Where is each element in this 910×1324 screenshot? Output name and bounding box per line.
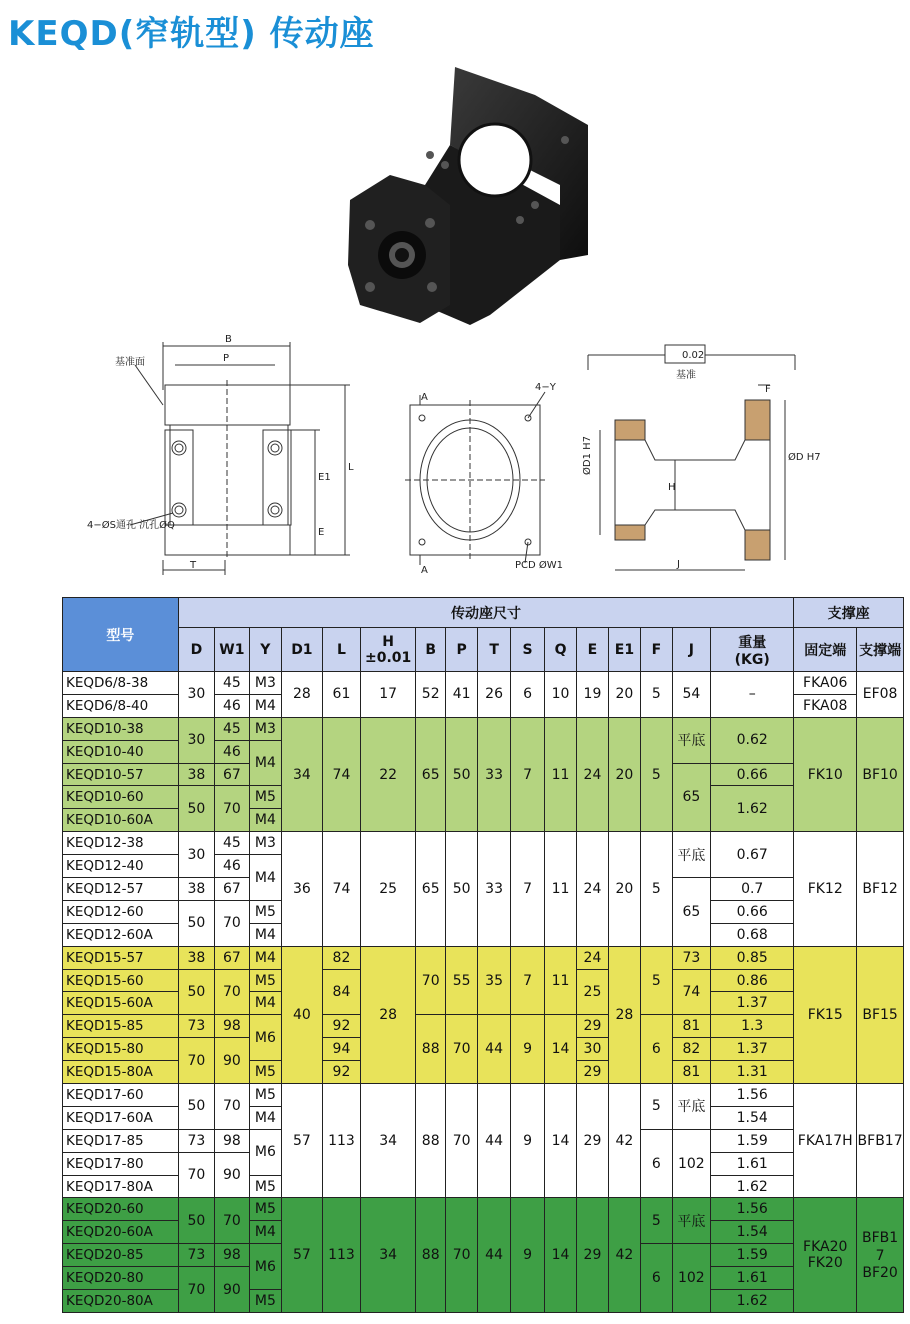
cell-Y: M5 [249,1175,281,1198]
cell-T: 44 [477,1084,510,1198]
cell-J: 平底 [672,1084,711,1130]
cell-fixed-2: FK20 [807,1255,843,1272]
cell-W1: 67 [215,946,249,969]
cell-model: KEQD15-60A [63,992,179,1015]
cell-supp [857,1198,904,1312]
cell-weight: 1.31 [711,1061,794,1084]
cell-W1: 70 [215,1084,249,1130]
cell-J: 65 [672,763,711,832]
cell-Y: M5 [249,1290,281,1313]
cell-W1: 98 [215,1015,249,1038]
cell-model: KEQD15-60 [63,969,179,992]
cell-model: KEQD20-80A [63,1290,179,1313]
cell-Y: M4 [249,1221,281,1244]
front-label-P: P [223,353,230,364]
cell-weight: 1.3 [711,1015,794,1038]
cell-B: 88 [416,1198,446,1312]
cell-D: 38 [178,946,215,969]
table-row [63,832,904,855]
cell-supp: BFB17 [857,1084,904,1198]
header-weight-label: 重量 [738,634,767,651]
front-label-E1: E1 [318,472,331,483]
side-label-D1: ØD1 H7 [582,436,593,475]
cell-weight: 1.59 [711,1129,794,1152]
cell-Q: 14 [544,1084,576,1198]
cell-Y: M6 [249,1129,281,1175]
header-weight-unit: (KG) [734,651,770,668]
side-label-J: J [677,559,680,570]
cell-W1: 67 [215,878,249,901]
mid-label-A-top: A [421,392,428,403]
cell-E: 24 [577,832,608,946]
cell-D: 73 [178,1015,215,1038]
cell-W1: 67 [215,763,249,786]
cell-J: 平底 [672,1198,711,1244]
table-row [63,672,904,695]
cell-model: KEQD17-80 [63,1152,179,1175]
cell-model: KEQD12-38 [63,832,179,855]
cell-weight: 0.62 [711,717,794,763]
table-row [63,1015,904,1038]
cell-supp: EF08 [857,672,904,718]
cell-weight: 0.86 [711,969,794,992]
cell-F: 6 [641,1129,672,1198]
side-label-H: H [668,482,676,493]
cell-W1: 90 [215,1267,249,1313]
cell-F: 6 [641,1015,672,1084]
cell-L: 82 [322,946,361,969]
cell-Q: 14 [544,1198,576,1312]
table-row [63,1198,904,1221]
header-Q: Q [544,628,576,672]
cell-Y: M5 [249,786,281,809]
front-label-holes: 4−ØS通孔 沉孔ØQ [87,520,175,531]
cell-D1: 57 [282,1084,323,1198]
cell-Y: M3 [249,672,281,695]
cell-D1: 36 [282,832,323,946]
cell-D1: 28 [282,672,323,718]
cell-P: 50 [446,717,477,831]
header-weight [711,628,794,672]
cell-D: 70 [178,1038,215,1084]
cell-E: 30 [577,1038,608,1061]
cell-T: 35 [477,946,510,1015]
cell-W1: 70 [215,900,249,946]
cell-P: 41 [446,672,477,718]
cell-Q: 10 [544,672,576,718]
cell-fixed-1: FKA20 [803,1239,848,1256]
cell-weight: 1.37 [711,1038,794,1061]
cell-W1: 70 [215,1198,249,1244]
cell-W1: 46 [215,855,249,878]
cell-model: KEQD12-60 [63,900,179,923]
cell-W1: 98 [215,1244,249,1267]
cell-Y: M4 [249,1106,281,1129]
cell-Y: M4 [249,855,281,901]
cell-B: 88 [416,1084,446,1198]
cell-L: 92 [322,1015,361,1038]
header-H [361,628,416,672]
front-label-ref: 基准面 [115,357,145,368]
cell-model: KEQD6/8-40 [63,694,179,717]
cell-Y: M6 [249,1244,281,1290]
cell-P: 70 [446,1084,477,1198]
cell-D: 50 [178,786,215,832]
cell-E1: 20 [608,717,640,831]
cell-T: 33 [477,832,510,946]
cell-weight: – [711,672,794,718]
front-label-T: T [190,560,197,571]
cell-F: 5 [641,1084,672,1130]
cell-fixed: FKA08 [794,694,857,717]
cell-E: 29 [577,1015,608,1038]
side-label-F: F [765,384,771,395]
cell-L: 94 [322,1038,361,1061]
cell-T: 44 [477,1015,510,1084]
cell-model: KEQD6/8-38 [63,672,179,695]
header-T: T [477,628,510,672]
cell-fixed: FK15 [794,946,857,1083]
cell-Y: M5 [249,1084,281,1107]
cell-E: 25 [577,969,608,1015]
cell-D: 30 [178,832,215,878]
cell-Q: 14 [544,1015,576,1084]
cell-L: 84 [322,969,361,1015]
cell-B: 88 [416,1015,446,1084]
header-E: E [577,628,608,672]
cell-model: KEQD12-57 [63,878,179,901]
cell-model: KEQD20-60A [63,1221,179,1244]
cell-weight: 0.7 [711,878,794,901]
cell-Y: M4 [249,946,281,969]
cell-L: 74 [322,832,361,946]
spec-table [62,597,904,1313]
cell-weight: 1.62 [711,786,794,832]
cell-H: 34 [361,1084,416,1198]
cell-S: 7 [511,832,544,946]
front-label-B: B [225,334,232,345]
cell-fixed: FK12 [794,832,857,946]
cell-supp-1: BFB17 [862,1230,899,1265]
header-L: L [322,628,361,672]
cell-D: 38 [178,878,215,901]
cell-Q: 11 [544,717,576,831]
cell-model: KEQD10-60A [63,809,179,832]
cell-weight: 0.66 [711,900,794,923]
header-support: 支撑座 [794,598,904,628]
product-photo [330,55,620,345]
cell-E: 29 [577,1084,608,1198]
cell-Y: M5 [249,969,281,992]
cell-J: 81 [672,1015,711,1038]
cell-model: KEQD17-60A [63,1106,179,1129]
cell-T: 26 [477,672,510,718]
cell-Y: M4 [249,740,281,786]
cell-fixed: FKA06 [794,672,857,695]
cell-S: 7 [511,717,544,831]
cell-weight: 1.59 [711,1244,794,1267]
cell-D1: 40 [282,946,323,1083]
cell-D: 70 [178,1152,215,1198]
cell-W1: 70 [215,786,249,832]
mid-label-Y: 4−Y [535,382,556,393]
cell-weight: 0.67 [711,832,794,878]
cell-E1: 20 [608,672,640,718]
header-supp: 支撑端 [857,628,904,672]
cell-weight: 1.56 [711,1198,794,1221]
cell-model: KEQD15-80 [63,1038,179,1061]
cell-supp-2: BF20 [862,1265,898,1282]
cell-S: 9 [511,1084,544,1198]
cell-P: 70 [446,1015,477,1084]
cell-supp: BF12 [857,832,904,946]
cell-Y: M5 [249,1198,281,1221]
cell-J: 74 [672,969,711,1015]
cell-J: 平底 [672,717,711,763]
cell-D: 50 [178,1084,215,1130]
cell-L: 92 [322,1061,361,1084]
cell-weight: 1.61 [711,1152,794,1175]
cell-W1: 45 [215,832,249,855]
cell-D1: 57 [282,1198,323,1312]
cell-Y: M6 [249,1015,281,1061]
cell-Y: M4 [249,809,281,832]
cell-F: 5 [641,946,672,1015]
cell-model: KEQD17-60 [63,1084,179,1107]
cell-P: 50 [446,832,477,946]
header-model: 型号 [63,598,179,672]
table-row [63,717,904,740]
cell-model: KEQD17-80A [63,1175,179,1198]
header-J: J [672,628,711,672]
cell-J: 73 [672,946,711,969]
cell-S: 6 [511,672,544,718]
cell-H: 22 [361,717,416,831]
header-F: F [641,628,672,672]
header-D1: D1 [282,628,323,672]
cell-D: 50 [178,1198,215,1244]
header-P: P [446,628,477,672]
cell-supp: BF15 [857,946,904,1083]
header-Y: Y [249,628,281,672]
table-row [63,1084,904,1107]
cell-Y: M5 [249,900,281,923]
cell-W1: 90 [215,1038,249,1084]
cell-E1: 28 [608,946,640,1083]
cell-S: 9 [511,1015,544,1084]
cell-Y: M3 [249,717,281,740]
cell-H: 17 [361,672,416,718]
cell-J: 102 [672,1244,711,1313]
cell-E1: 42 [608,1084,640,1198]
header-dims: 传动座尺寸 [178,598,794,628]
cell-model: KEQD20-85 [63,1244,179,1267]
side-view-drawing [580,330,821,580]
cell-D: 50 [178,900,215,946]
cell-Q: 11 [544,832,576,946]
cell-model: KEQD20-80 [63,1267,179,1290]
cell-fixed [794,1198,857,1312]
front-label-L: L [348,462,354,473]
cell-T: 44 [477,1198,510,1312]
cell-E: 19 [577,672,608,718]
cell-F: 5 [641,1198,672,1244]
cell-weight: 1.54 [711,1106,794,1129]
cell-Y: M4 [249,923,281,946]
cell-L: 113 [322,1198,361,1312]
cell-model: KEQD12-60A [63,923,179,946]
header-fixed: 固定端 [794,628,857,672]
cell-model: KEQD12-40 [63,855,179,878]
cell-model: KEQD15-85 [63,1015,179,1038]
header-W1: W1 [215,628,249,672]
cell-J: 102 [672,1129,711,1198]
cell-model: KEQD10-38 [63,717,179,740]
cell-J: 平底 [672,832,711,878]
cell-Y: M4 [249,694,281,717]
cell-model: KEQD17-85 [63,1129,179,1152]
mid-label-pcd: PCD ØW1 [515,560,564,571]
cell-model: KEQD15-57 [63,946,179,969]
cell-J: 65 [672,878,711,947]
cell-E: 24 [577,717,608,831]
side-label-D: ØD H7 [788,452,821,463]
cell-supp: BF10 [857,717,904,831]
cell-D: 30 [178,672,215,718]
cell-D: 38 [178,763,215,786]
cell-S: 9 [511,1198,544,1312]
cell-model: KEQD10-40 [63,740,179,763]
cell-L: 113 [322,1084,361,1198]
cell-L: 74 [322,717,361,831]
cell-W1: 46 [215,694,249,717]
cell-Y: M3 [249,832,281,855]
cell-P: 70 [446,1198,477,1312]
cell-D: 73 [178,1129,215,1152]
cell-H: 28 [361,946,416,1083]
page-title: KEQD(窄轨型) 传动座 [8,14,375,54]
cell-model: KEQD15-80A [63,1061,179,1084]
header-H-tol: ±0.01 [364,649,412,666]
cell-F: 5 [641,672,672,718]
mid-label-A-bottom: A [421,565,428,576]
cell-J: 54 [672,672,711,718]
cell-model: KEQD10-57 [63,763,179,786]
cell-weight: 1.56 [711,1084,794,1107]
cell-W1: 45 [215,672,249,695]
cell-weight: 0.66 [711,763,794,786]
cell-F: 5 [641,832,672,946]
front-label-E: E [318,527,325,538]
side-label-tolerance: 0.02 [682,350,705,361]
cell-D: 70 [178,1267,215,1313]
front-view-drawing [85,330,365,580]
header-E1: E1 [608,628,640,672]
cell-B: 65 [416,717,446,831]
cell-model: KEQD10-60 [63,786,179,809]
cell-J: 82 [672,1038,711,1061]
cell-weight: 1.62 [711,1290,794,1313]
cell-H: 34 [361,1198,416,1312]
cell-Y: M5 [249,1061,281,1084]
cell-E: 29 [577,1198,608,1312]
cell-F: 6 [641,1244,672,1313]
cell-D1: 34 [282,717,323,831]
cell-S: 7 [511,946,544,1015]
cell-Q: 11 [544,946,576,1015]
cell-D: 50 [178,969,215,1015]
cell-fixed: FKA17H [794,1084,857,1198]
cell-H: 25 [361,832,416,946]
cell-E1: 42 [608,1198,640,1312]
table-row [63,946,904,969]
cell-B: 52 [416,672,446,718]
cell-W1: 90 [215,1152,249,1198]
cell-W1: 70 [215,969,249,1015]
cell-weight: 0.68 [711,923,794,946]
cell-P: 55 [446,946,477,1015]
cell-E: 24 [577,946,608,969]
cell-W1: 98 [215,1129,249,1152]
cell-weight: 1.54 [711,1221,794,1244]
cell-fixed: FK10 [794,717,857,831]
cell-J: 81 [672,1061,711,1084]
cell-D: 30 [178,717,215,763]
cell-D: 73 [178,1244,215,1267]
cell-T: 33 [477,717,510,831]
cell-W1: 45 [215,717,249,740]
header-B: B [416,628,446,672]
cell-E: 29 [577,1061,608,1084]
cell-L: 61 [322,672,361,718]
cell-E1: 20 [608,832,640,946]
cell-B: 65 [416,832,446,946]
header-D: D [178,628,215,672]
cell-B: 70 [416,946,446,1015]
cell-F: 5 [641,717,672,831]
top-view-drawing [395,330,565,580]
cell-weight: 1.61 [711,1267,794,1290]
side-label-ref: 基准 [676,370,696,381]
header-S: S [511,628,544,672]
cell-Y: M4 [249,992,281,1015]
cell-model: KEQD20-60 [63,1198,179,1221]
cell-W1: 46 [215,740,249,763]
header-H-label: H [382,633,394,650]
cell-weight: 1.62 [711,1175,794,1198]
cell-weight: 0.85 [711,946,794,969]
cell-weight: 1.37 [711,992,794,1015]
